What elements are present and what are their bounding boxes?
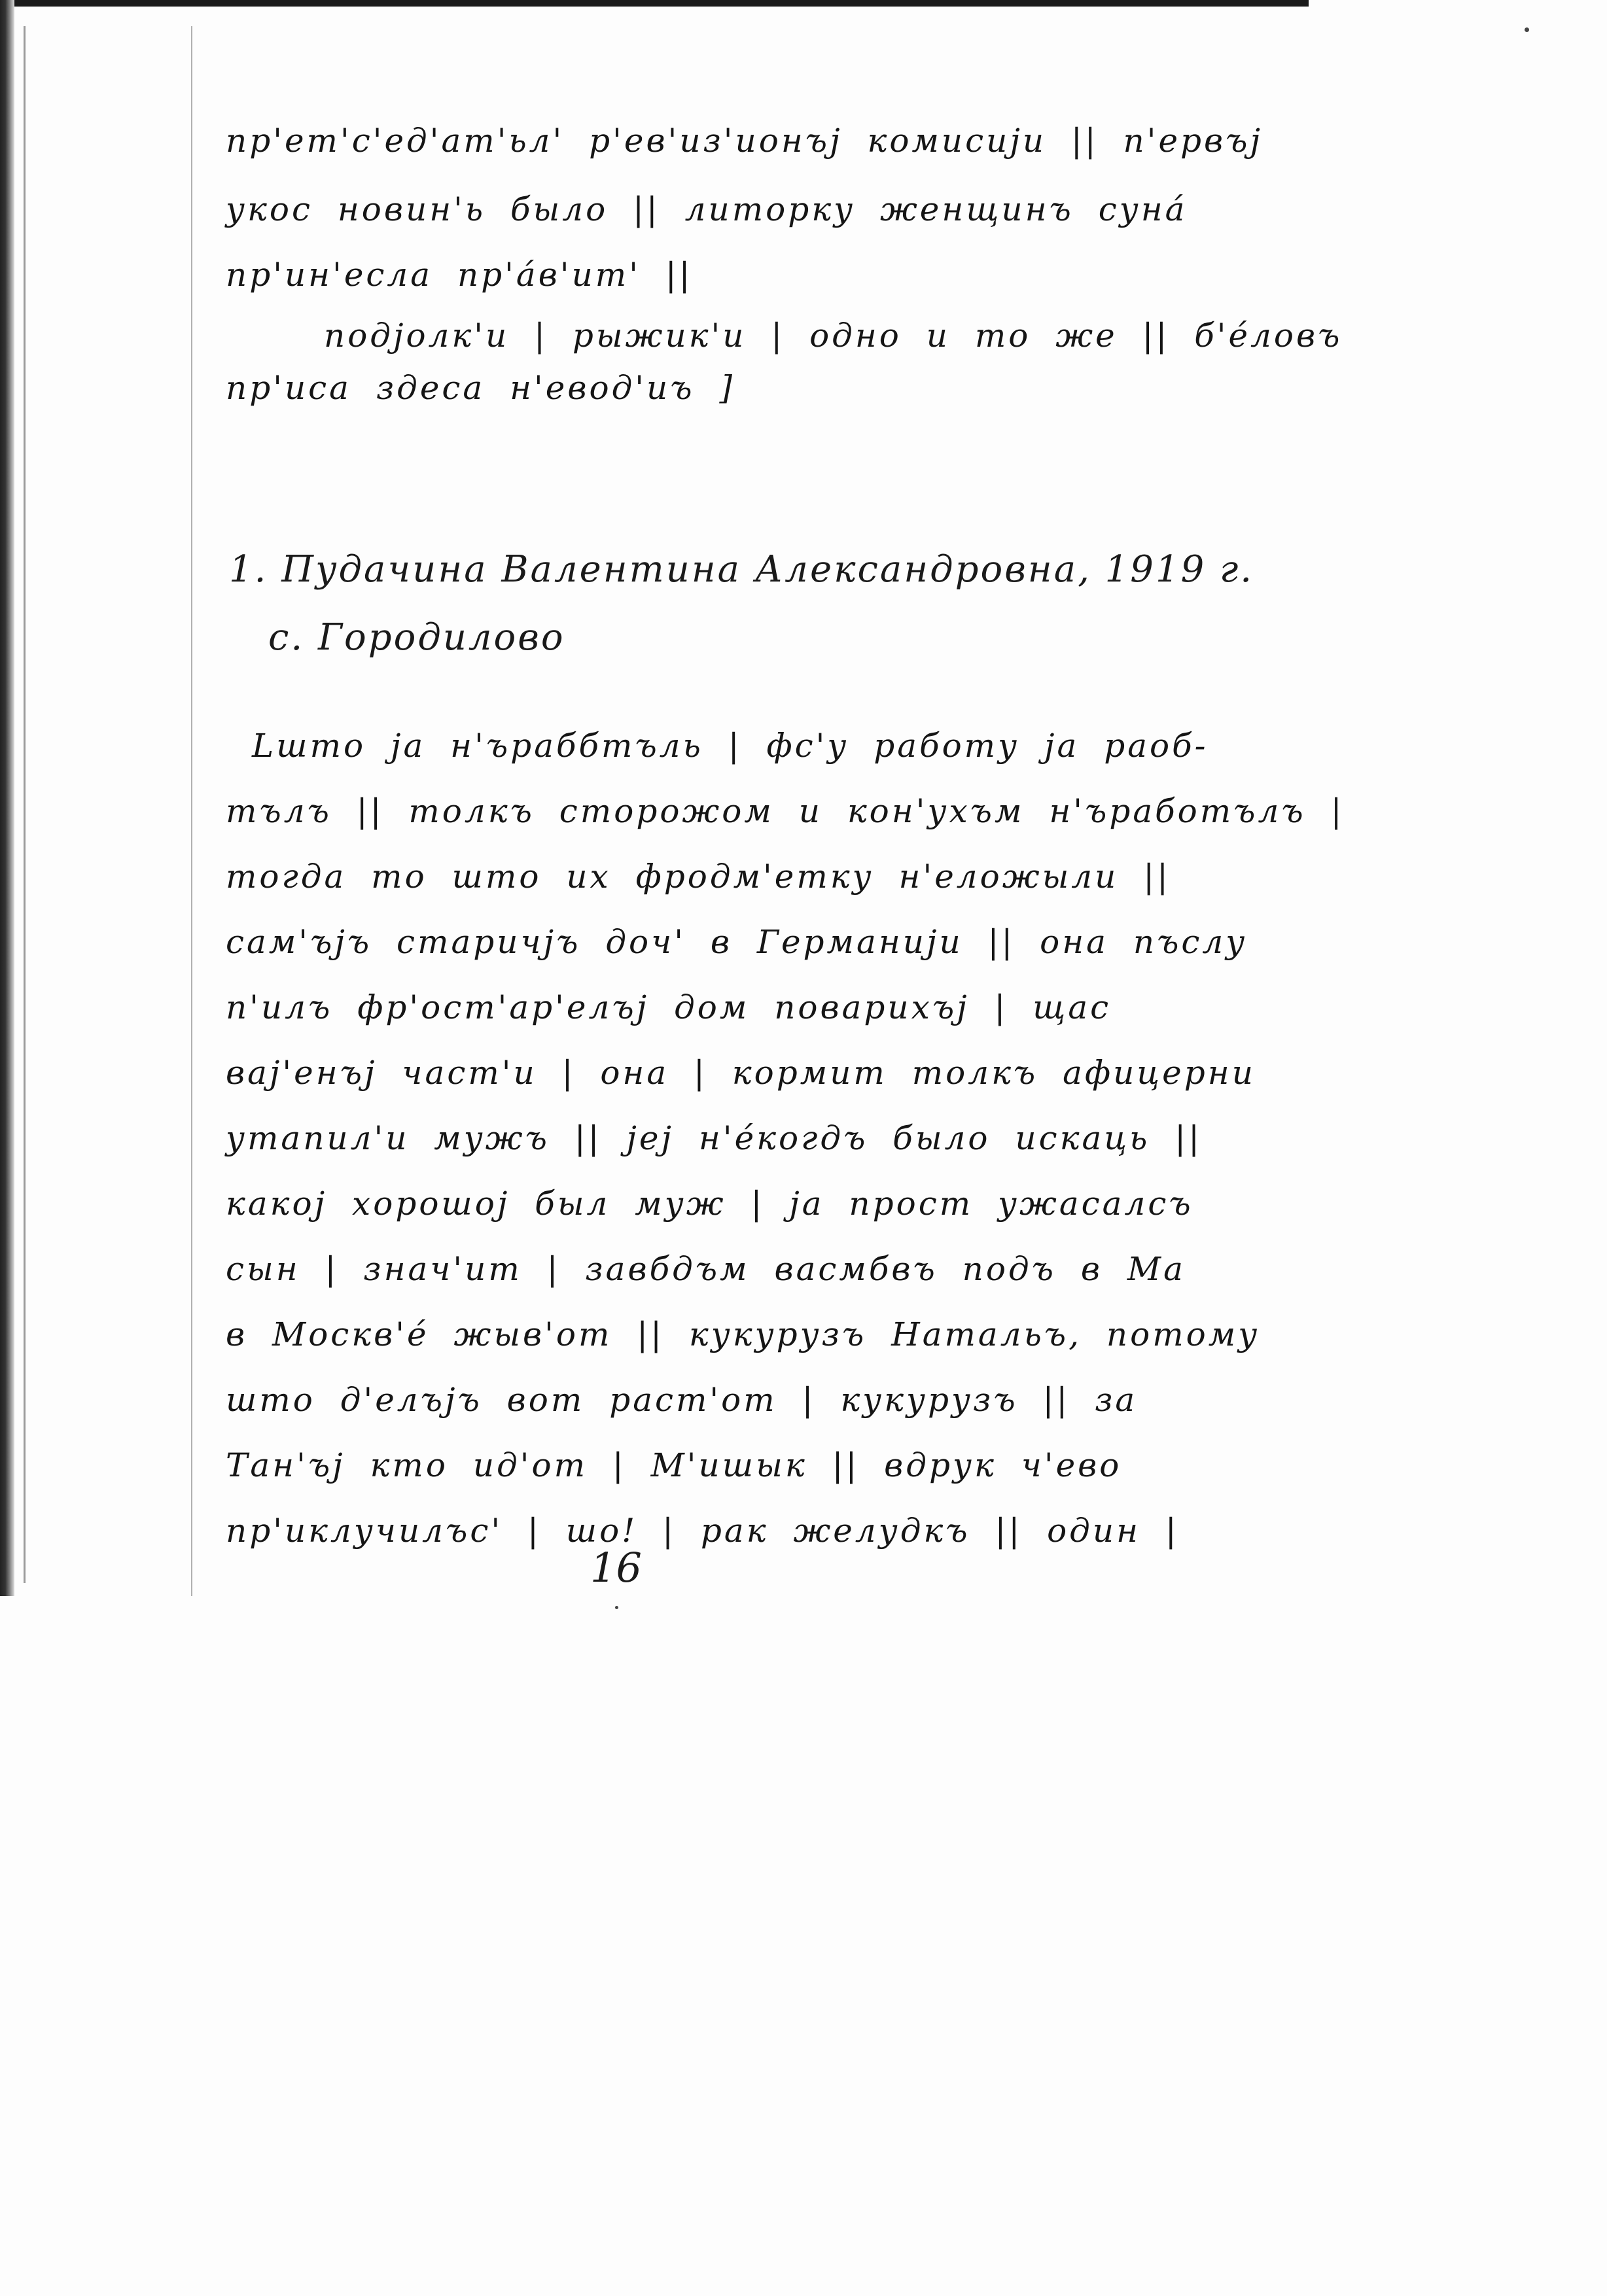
- page-number: 16: [590, 1544, 642, 1592]
- informant-line: 1. Пудачина Валентина Александровна, 1919 г.: [229, 548, 1254, 591]
- transcript-line: сын | знач'ит | завбдъм васмбвъ подъ в Ма: [226, 1250, 1186, 1288]
- transcript-line: п'илъ фр'ост'ар'елъј дом поварихъј | щас: [226, 988, 1112, 1026]
- scan-speck: [615, 1606, 618, 1609]
- transcript-line: вај'енъј част'и | она | кормит толкъ афицерни: [226, 1054, 1256, 1092]
- scan-left-edge: [0, 0, 14, 1596]
- transcript-line: какој хорошој был муж | ја прост ужасалсъ: [226, 1185, 1193, 1223]
- scan-left-shadow: [24, 26, 32, 1583]
- transcript-line: Тан'ъј кто ид'от | М'ишык || вдрук ч'ево: [226, 1446, 1122, 1484]
- intro-line: пр'ин'есла пр'áв'ит' ||: [226, 256, 693, 294]
- scan-speck: [1525, 27, 1529, 32]
- transcript-line: тълъ || толкъ сторожом и кон'ухъм н'ъработълъ |: [226, 792, 1345, 830]
- scan-top-edge: [0, 0, 1309, 7]
- transcript-line: сам'ъјъ старичјъ доч' в Германији || она пъслу: [226, 923, 1248, 961]
- intro-line: подјолк'и | рыжик'и | одно и то же || б'éловъ: [324, 317, 1343, 355]
- transcript-line: тогда то што их фродм'етку н'еложыли ||: [226, 858, 1171, 896]
- intro-line: пр'иса здеса н'евод'иъ ]: [226, 369, 735, 407]
- informant-village: с. Городилово: [268, 616, 565, 659]
- intro-line: укос новин'ь было || литорку женщинъ сунá: [226, 190, 1188, 228]
- transcript-line: пр'иклучилъс' | шо! | рак желудкъ || один |: [226, 1512, 1179, 1550]
- transcript-line: утапил'и мужъ || јеј н'éкогдъ было искаць ||: [226, 1119, 1202, 1157]
- margin-line: [191, 26, 192, 1596]
- transcript-line: Lшто ја н'ъраббтъль | фс'у работу ја раоб-: [252, 727, 1209, 765]
- intro-line: пр'ет'с'ед'ат'ьл' р'ев'из'ионъј комисији || п'ервъј: [226, 122, 1263, 160]
- transcript-line: в Москв'é жыв'от || кукурузъ Натальъ, потому: [226, 1315, 1260, 1353]
- transcript-line: што д'елъјъ вот раст'от | кукурузъ || за: [226, 1381, 1138, 1419]
